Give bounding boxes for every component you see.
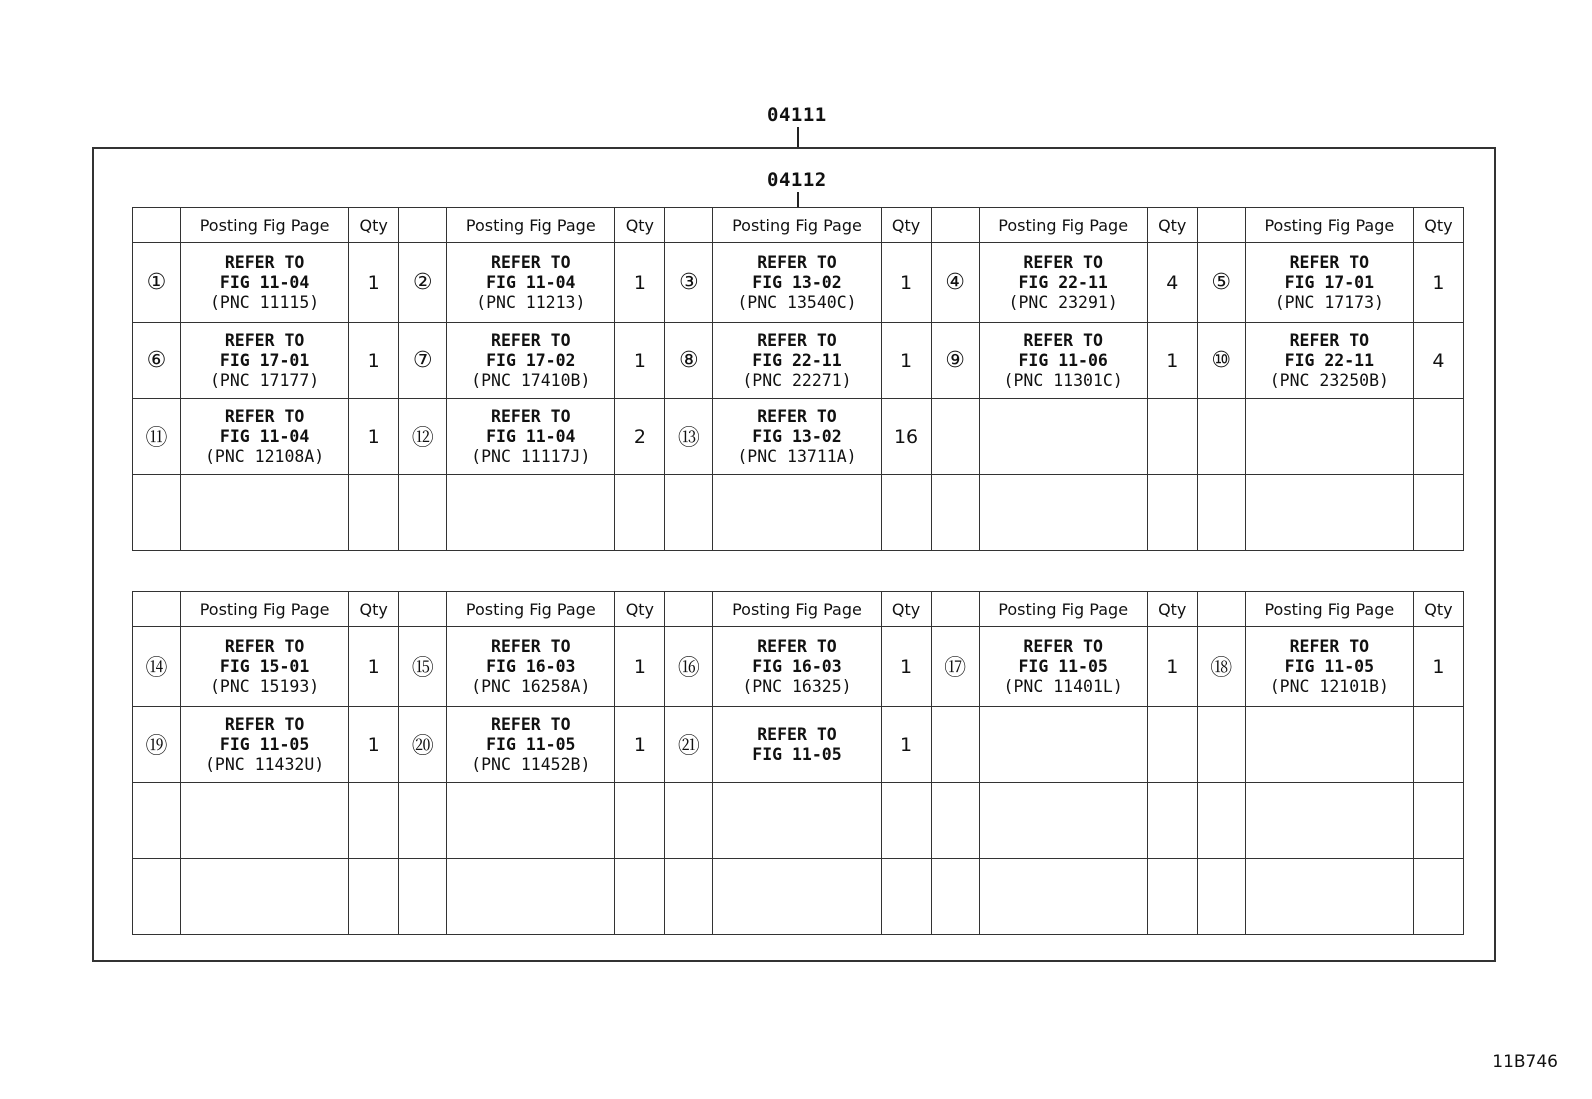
table-row <box>133 475 1464 551</box>
fig-number: FIG 11-05 <box>1284 656 1375 676</box>
fig-number: FIG 16-03 <box>486 656 576 676</box>
posting-reference <box>1245 323 1413 399</box>
quantity <box>1413 859 1463 935</box>
posting-reference <box>181 475 349 551</box>
posting-reference <box>1245 707 1413 783</box>
pnc-code: (PNC 22271) <box>742 370 852 390</box>
posting-reference <box>181 243 349 323</box>
outer-assembly-code: 04111 <box>767 104 827 126</box>
pnc-code: (PNC 11115) <box>209 292 320 312</box>
item-number: ⑫ <box>399 399 447 475</box>
quantity <box>349 475 399 551</box>
posting-reference <box>447 627 615 707</box>
quantity: 1 <box>349 627 399 707</box>
quantity <box>1413 399 1463 475</box>
header-qty: Qty <box>1147 208 1197 243</box>
quantity <box>615 783 665 859</box>
refer-to-text: REFER TO <box>757 724 837 744</box>
quantity: 1 <box>881 323 931 399</box>
item-number <box>133 783 181 859</box>
posting-reference <box>979 707 1147 783</box>
inner-leader-line <box>797 192 799 207</box>
pnc-code: (PNC 16325) <box>742 676 852 696</box>
posting-reference <box>1245 783 1413 859</box>
item-number: ⑳ <box>399 707 447 783</box>
quantity: 1 <box>349 707 399 783</box>
item-number <box>665 475 713 551</box>
quantity <box>1413 707 1463 783</box>
item-number <box>133 859 181 935</box>
fig-number: FIG 17-02 <box>486 350 576 370</box>
header-posting-fig-page: Posting Fig Page <box>1245 592 1413 627</box>
quantity: 1 <box>349 323 399 399</box>
item-number: ⑩ <box>1197 323 1245 399</box>
posting-reference <box>181 783 349 859</box>
posting-reference <box>181 859 349 935</box>
quantity: 16 <box>881 399 931 475</box>
item-number <box>399 475 447 551</box>
refer-to-text: REFER TO <box>757 330 837 350</box>
quantity: 1 <box>881 243 931 323</box>
item-number: ⑯ <box>665 627 713 707</box>
quantity: 1 <box>1147 323 1197 399</box>
refer-to-text: REFER TO <box>224 406 305 426</box>
fig-number: FIG 11-04 <box>486 272 576 292</box>
fig-number: FIG 11-05 <box>752 744 842 764</box>
header-posting-fig-page: Posting Fig Page <box>447 592 615 627</box>
header-posting-fig-page: Posting Fig Page <box>181 592 349 627</box>
item-number <box>399 783 447 859</box>
pnc-code: (PNC 13540C) <box>737 292 857 312</box>
item-number: ⑮ <box>399 627 447 707</box>
posting-reference <box>713 399 881 475</box>
parts-table-1 <box>132 207 1464 551</box>
header-qty: Qty <box>349 208 399 243</box>
fig-number: FIG 13-02 <box>752 426 842 446</box>
item-number: ③ <box>665 243 713 323</box>
refer-to-text: REFER TO <box>1289 330 1370 350</box>
figure-code: 11B746 <box>1492 1052 1558 1072</box>
header-qty: Qty <box>881 592 931 627</box>
posting-reference <box>713 859 881 935</box>
item-number <box>1197 859 1245 935</box>
pnc-code: (PNC 13711A) <box>737 446 857 466</box>
pnc-code: (PNC 23250B) <box>1269 370 1389 390</box>
quantity <box>1147 707 1197 783</box>
refer-to-text: REFER TO <box>1289 252 1370 272</box>
posting-reference <box>447 783 615 859</box>
fig-number: FIG 16-03 <box>752 656 842 676</box>
item-number <box>931 475 979 551</box>
posting-reference <box>181 707 349 783</box>
item-number: ⑦ <box>399 323 447 399</box>
quantity <box>1147 399 1197 475</box>
header-qty: Qty <box>349 592 399 627</box>
posting-reference <box>979 243 1147 323</box>
quantity: 1 <box>881 627 931 707</box>
header-row <box>133 208 1464 243</box>
posting-reference <box>447 707 615 783</box>
table-row <box>133 783 1464 859</box>
posting-reference <box>713 783 881 859</box>
refer-to-text: REFER TO <box>491 252 571 272</box>
quantity <box>1147 475 1197 551</box>
posting-reference <box>447 475 615 551</box>
posting-reference <box>713 323 881 399</box>
item-number <box>665 783 713 859</box>
pnc-code: (PNC 11117J) <box>471 446 591 466</box>
quantity <box>1413 783 1463 859</box>
posting-reference <box>979 399 1147 475</box>
refer-to-text: REFER TO <box>224 252 305 272</box>
header-qty: Qty <box>615 208 665 243</box>
pnc-code: (PNC 12101B) <box>1269 676 1389 696</box>
fig-number: FIG 17-01 <box>1284 272 1375 292</box>
header-posting-fig-page: Posting Fig Page <box>713 592 881 627</box>
refer-to-text: REFER TO <box>224 636 305 656</box>
fig-number: FIG 17-01 <box>219 350 310 370</box>
quantity: 1 <box>349 243 399 323</box>
header-posting-fig-page: Posting Fig Page <box>979 592 1147 627</box>
pnc-code: (PNC 23291) <box>1008 292 1118 312</box>
pnc-code: (PNC 11432U) <box>204 754 325 774</box>
fig-number: FIG 11-05 <box>219 734 310 754</box>
item-number: ② <box>399 243 447 323</box>
header-qty: Qty <box>881 208 931 243</box>
quantity <box>881 475 931 551</box>
quantity: 4 <box>1147 243 1197 323</box>
refer-to-text: REFER TO <box>224 714 305 734</box>
pnc-code: (PNC 11401L) <box>1003 676 1123 696</box>
header-qty: Qty <box>1147 592 1197 627</box>
pnc-code: (PNC 11301C) <box>1003 370 1123 390</box>
quantity <box>881 859 931 935</box>
item-number: ⑬ <box>665 399 713 475</box>
item-number: ⑲ <box>133 707 181 783</box>
posting-reference <box>1245 399 1413 475</box>
quantity: 4 <box>1413 323 1463 399</box>
item-number: ⑤ <box>1197 243 1245 323</box>
table-row <box>133 859 1464 935</box>
posting-reference <box>979 859 1147 935</box>
pnc-code: (PNC 11452B) <box>471 754 591 774</box>
table-row <box>133 243 1464 323</box>
header-posting-fig-page: Posting Fig Page <box>979 208 1147 243</box>
header-row <box>133 592 1464 627</box>
header-blank-cell <box>665 208 713 243</box>
item-number <box>665 859 713 935</box>
quantity: 1 <box>1413 627 1463 707</box>
table-row <box>133 707 1464 783</box>
refer-to-text: REFER TO <box>491 330 571 350</box>
quantity: 1 <box>881 707 931 783</box>
posting-reference <box>447 323 615 399</box>
header-blank-cell <box>931 208 979 243</box>
posting-reference <box>713 475 881 551</box>
table-row <box>133 399 1464 475</box>
header-blank-cell <box>399 208 447 243</box>
item-number: ⑧ <box>665 323 713 399</box>
item-number: ⑪ <box>133 399 181 475</box>
item-number: ④ <box>931 243 979 323</box>
item-number <box>931 707 979 783</box>
header-blank-cell <box>133 208 181 243</box>
item-number: ⑨ <box>931 323 979 399</box>
posting-reference <box>979 783 1147 859</box>
header-blank-cell <box>133 592 181 627</box>
pnc-code: (PNC 15193) <box>209 676 320 696</box>
fig-number: FIG 11-05 <box>1018 656 1108 676</box>
item-number <box>399 859 447 935</box>
posting-reference <box>181 627 349 707</box>
refer-to-text: REFER TO <box>491 714 571 734</box>
item-number <box>1197 783 1245 859</box>
refer-to-text: REFER TO <box>757 406 837 426</box>
refer-to-text: REFER TO <box>491 636 571 656</box>
refer-to-text: REFER TO <box>1023 330 1103 350</box>
quantity <box>1413 475 1463 551</box>
posting-reference <box>447 243 615 323</box>
quantity <box>615 859 665 935</box>
item-number <box>1197 399 1245 475</box>
refer-to-text: REFER TO <box>1289 636 1370 656</box>
header-qty: Qty <box>1413 592 1463 627</box>
refer-to-text: REFER TO <box>757 636 837 656</box>
header-blank-cell <box>1197 208 1245 243</box>
quantity: 1 <box>349 399 399 475</box>
header-qty: Qty <box>615 592 665 627</box>
pnc-code: (PNC 17410B) <box>471 370 591 390</box>
refer-to-text: REFER TO <box>491 406 571 426</box>
header-qty: Qty <box>1413 208 1463 243</box>
quantity: 1 <box>1413 243 1463 323</box>
header-blank-cell <box>665 592 713 627</box>
fig-number: FIG 15-01 <box>219 656 310 676</box>
posting-reference <box>713 707 881 783</box>
posting-reference <box>1245 627 1413 707</box>
quantity: 1 <box>615 243 665 323</box>
posting-reference <box>447 859 615 935</box>
pnc-code: (PNC 16258A) <box>471 676 591 696</box>
posting-reference <box>713 243 881 323</box>
quantity: 1 <box>1147 627 1197 707</box>
posting-reference <box>1245 475 1413 551</box>
item-number: ⑰ <box>931 627 979 707</box>
posting-reference <box>979 475 1147 551</box>
inner-assembly-code: 04112 <box>767 169 827 191</box>
item-number <box>931 783 979 859</box>
pnc-code: (PNC 17173) <box>1274 292 1384 312</box>
posting-reference <box>181 323 349 399</box>
outer-leader-line <box>797 127 799 147</box>
item-number <box>931 859 979 935</box>
pnc-code: (PNC 11213) <box>476 292 586 312</box>
item-number <box>1197 475 1245 551</box>
item-number: ㉑ <box>665 707 713 783</box>
header-posting-fig-page: Posting Fig Page <box>181 208 349 243</box>
posting-reference <box>979 323 1147 399</box>
item-number: ⑭ <box>133 627 181 707</box>
table-row <box>133 323 1464 399</box>
header-blank-cell <box>399 592 447 627</box>
refer-to-text: REFER TO <box>1023 636 1103 656</box>
item-number: ⑥ <box>133 323 181 399</box>
refer-to-text: REFER TO <box>1023 252 1103 272</box>
item-number <box>133 475 181 551</box>
fig-number: FIG 11-05 <box>486 734 576 754</box>
fig-number: FIG 13-02 <box>752 272 842 292</box>
posting-reference <box>1245 243 1413 323</box>
item-number <box>1197 707 1245 783</box>
pnc-code: (PNC 12108A) <box>204 446 325 466</box>
quantity <box>1147 859 1197 935</box>
table-row <box>133 627 1464 707</box>
fig-number: FIG 22-11 <box>1018 272 1108 292</box>
fig-number: FIG 22-11 <box>1284 350 1375 370</box>
quantity <box>349 783 399 859</box>
posting-reference <box>447 399 615 475</box>
fig-number: FIG 11-04 <box>219 426 310 446</box>
refer-to-text: REFER TO <box>224 330 305 350</box>
quantity: 1 <box>615 707 665 783</box>
item-number <box>931 399 979 475</box>
header-posting-fig-page: Posting Fig Page <box>447 208 615 243</box>
posting-reference <box>979 627 1147 707</box>
quantity: 2 <box>615 399 665 475</box>
posting-reference <box>181 399 349 475</box>
header-blank-cell <box>1197 592 1245 627</box>
quantity: 1 <box>615 323 665 399</box>
fig-number: FIG 22-11 <box>752 350 842 370</box>
fig-number: FIG 11-04 <box>486 426 576 446</box>
fig-number: FIG 11-06 <box>1018 350 1108 370</box>
quantity <box>1147 783 1197 859</box>
refer-to-text: REFER TO <box>757 252 837 272</box>
quantity <box>615 475 665 551</box>
posting-reference <box>713 627 881 707</box>
item-number: ① <box>133 243 181 323</box>
quantity: 1 <box>615 627 665 707</box>
parts-table-2 <box>132 591 1464 935</box>
item-number: ⑱ <box>1197 627 1245 707</box>
quantity <box>349 859 399 935</box>
header-blank-cell <box>931 592 979 627</box>
quantity <box>881 783 931 859</box>
header-posting-fig-page: Posting Fig Page <box>713 208 881 243</box>
fig-number: FIG 11-04 <box>219 272 310 292</box>
posting-reference <box>1245 859 1413 935</box>
pnc-code: (PNC 17177) <box>209 370 320 390</box>
header-posting-fig-page: Posting Fig Page <box>1245 208 1413 243</box>
